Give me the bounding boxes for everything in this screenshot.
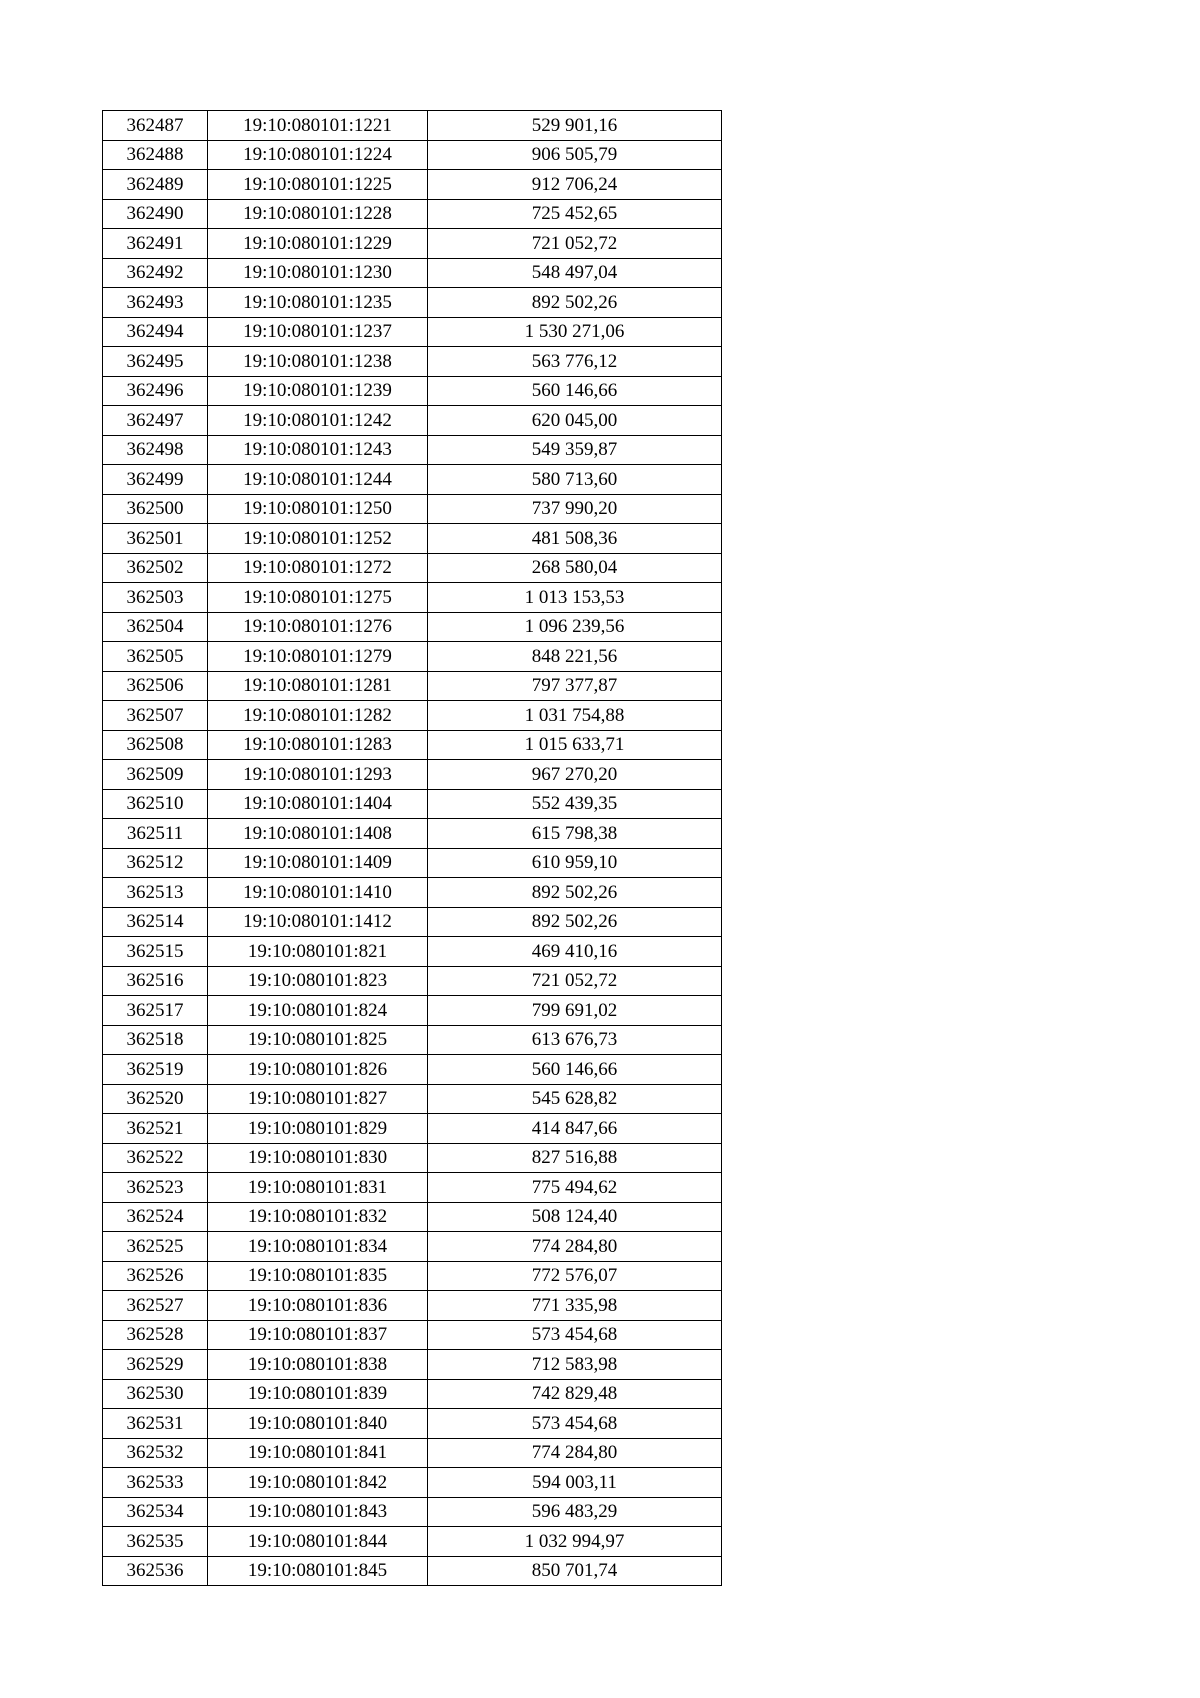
value-cell: 469 410,16 xyxy=(428,937,722,967)
cadastral-number-cell: 19:10:080101:1235 xyxy=(208,288,428,318)
value-cell: 850 701,74 xyxy=(428,1556,722,1586)
value-cell: 613 676,73 xyxy=(428,1025,722,1055)
value-cell: 610 959,10 xyxy=(428,848,722,878)
row-number-cell: 362504 xyxy=(103,612,208,642)
cadastral-number-cell: 19:10:080101:834 xyxy=(208,1232,428,1262)
cadastral-number-cell: 19:10:080101:838 xyxy=(208,1350,428,1380)
value-cell: 721 052,72 xyxy=(428,966,722,996)
row-number-cell: 362512 xyxy=(103,848,208,878)
cadastral-number-cell: 19:10:080101:1221 xyxy=(208,111,428,141)
cadastral-number-cell: 19:10:080101:1293 xyxy=(208,760,428,790)
row-number-cell: 362519 xyxy=(103,1055,208,1085)
cadastral-number-cell: 19:10:080101:1244 xyxy=(208,465,428,495)
table-row xyxy=(103,878,722,908)
cadastral-number-cell: 19:10:080101:842 xyxy=(208,1468,428,1498)
table-row xyxy=(103,553,722,583)
value-cell: 573 454,68 xyxy=(428,1409,722,1439)
table-row xyxy=(103,1468,722,1498)
cadastral-number-cell: 19:10:080101:1272 xyxy=(208,553,428,583)
table-row xyxy=(103,524,722,554)
cadastral-number-cell: 19:10:080101:1229 xyxy=(208,229,428,259)
value-cell: 529 901,16 xyxy=(428,111,722,141)
cadastral-number-cell: 19:10:080101:837 xyxy=(208,1320,428,1350)
row-number-cell: 362508 xyxy=(103,730,208,760)
cadastral-number-cell: 19:10:080101:835 xyxy=(208,1261,428,1291)
table-row xyxy=(103,111,722,141)
value-cell: 573 454,68 xyxy=(428,1320,722,1350)
cadastral-number-cell: 19:10:080101:830 xyxy=(208,1143,428,1173)
row-number-cell: 362505 xyxy=(103,642,208,672)
row-number-cell: 362487 xyxy=(103,111,208,141)
value-cell: 775 494,62 xyxy=(428,1173,722,1203)
table-row xyxy=(103,1232,722,1262)
cadastral-number-cell: 19:10:080101:1239 xyxy=(208,376,428,406)
row-number-cell: 362526 xyxy=(103,1261,208,1291)
cadastral-number-cell: 19:10:080101:1410 xyxy=(208,878,428,908)
table-row xyxy=(103,966,722,996)
table-row xyxy=(103,1438,722,1468)
value-cell: 414 847,66 xyxy=(428,1114,722,1144)
value-cell: 967 270,20 xyxy=(428,760,722,790)
table-row xyxy=(103,1055,722,1085)
value-cell: 549 359,87 xyxy=(428,435,722,465)
cadastral-number-cell: 19:10:080101:1275 xyxy=(208,583,428,613)
value-cell: 1 013 153,53 xyxy=(428,583,722,613)
table-row xyxy=(103,1379,722,1409)
row-number-cell: 362496 xyxy=(103,376,208,406)
row-number-cell: 362520 xyxy=(103,1084,208,1114)
row-number-cell: 362498 xyxy=(103,435,208,465)
table-row xyxy=(103,376,722,406)
table-row xyxy=(103,701,722,731)
row-number-cell: 362514 xyxy=(103,907,208,937)
cadastral-number-cell: 19:10:080101:1283 xyxy=(208,730,428,760)
table-row xyxy=(103,1114,722,1144)
value-cell: 1 032 994,97 xyxy=(428,1527,722,1557)
row-number-cell: 362511 xyxy=(103,819,208,849)
table-row xyxy=(103,1497,722,1527)
row-number-cell: 362515 xyxy=(103,937,208,967)
cadastral-number-cell: 19:10:080101:1279 xyxy=(208,642,428,672)
row-number-cell: 362506 xyxy=(103,671,208,701)
table-row xyxy=(103,996,722,1026)
table-row xyxy=(103,1350,722,1380)
cadastral-number-cell: 19:10:080101:1276 xyxy=(208,612,428,642)
table-row xyxy=(103,1025,722,1055)
cadastral-number-cell: 19:10:080101:832 xyxy=(208,1202,428,1232)
row-number-cell: 362492 xyxy=(103,258,208,288)
cadastral-number-cell: 19:10:080101:1282 xyxy=(208,701,428,731)
table-row xyxy=(103,1409,722,1439)
value-cell: 563 776,12 xyxy=(428,347,722,377)
cadastral-number-cell: 19:10:080101:1228 xyxy=(208,199,428,229)
table-row xyxy=(103,258,722,288)
table-row xyxy=(103,347,722,377)
cadastral-number-cell: 19:10:080101:1252 xyxy=(208,524,428,554)
row-number-cell: 362529 xyxy=(103,1350,208,1380)
cadastral-number-cell: 19:10:080101:829 xyxy=(208,1114,428,1144)
value-cell: 742 829,48 xyxy=(428,1379,722,1409)
value-cell: 1 096 239,56 xyxy=(428,612,722,642)
cadastral-number-cell: 19:10:080101:1412 xyxy=(208,907,428,937)
table-row xyxy=(103,494,722,524)
table-body xyxy=(103,111,722,1586)
table-row xyxy=(103,642,722,672)
table-row xyxy=(103,1291,722,1321)
table-row xyxy=(103,730,722,760)
table-row xyxy=(103,1143,722,1173)
row-number-cell: 362503 xyxy=(103,583,208,613)
cadastral-number-cell: 19:10:080101:825 xyxy=(208,1025,428,1055)
table-row xyxy=(103,229,722,259)
value-cell: 848 221,56 xyxy=(428,642,722,672)
cadastral-number-cell: 19:10:080101:824 xyxy=(208,996,428,1026)
cadastral-number-cell: 19:10:080101:821 xyxy=(208,937,428,967)
value-cell: 912 706,24 xyxy=(428,170,722,200)
row-number-cell: 362491 xyxy=(103,229,208,259)
value-cell: 774 284,80 xyxy=(428,1232,722,1262)
value-cell: 1 015 633,71 xyxy=(428,730,722,760)
value-cell: 892 502,26 xyxy=(428,907,722,937)
value-cell: 560 146,66 xyxy=(428,376,722,406)
row-number-cell: 362527 xyxy=(103,1291,208,1321)
row-number-cell: 362494 xyxy=(103,317,208,347)
row-number-cell: 362495 xyxy=(103,347,208,377)
row-number-cell: 362522 xyxy=(103,1143,208,1173)
table-row xyxy=(103,435,722,465)
cadastral-number-cell: 19:10:080101:1238 xyxy=(208,347,428,377)
row-number-cell: 362507 xyxy=(103,701,208,731)
table-row xyxy=(103,671,722,701)
table-row xyxy=(103,937,722,967)
cadastral-number-cell: 19:10:080101:839 xyxy=(208,1379,428,1409)
row-number-cell: 362510 xyxy=(103,789,208,819)
value-cell: 827 516,88 xyxy=(428,1143,722,1173)
cadastral-number-cell: 19:10:080101:1409 xyxy=(208,848,428,878)
table-row xyxy=(103,199,722,229)
row-number-cell: 362532 xyxy=(103,1438,208,1468)
cadastral-number-cell: 19:10:080101:1230 xyxy=(208,258,428,288)
value-cell: 774 284,80 xyxy=(428,1438,722,1468)
table-row xyxy=(103,1556,722,1586)
value-cell: 737 990,20 xyxy=(428,494,722,524)
row-number-cell: 362497 xyxy=(103,406,208,436)
cadastral-number-cell: 19:10:080101:831 xyxy=(208,1173,428,1203)
row-number-cell: 362501 xyxy=(103,524,208,554)
table-row xyxy=(103,465,722,495)
row-number-cell: 362493 xyxy=(103,288,208,318)
table-row xyxy=(103,288,722,318)
value-cell: 772 576,07 xyxy=(428,1261,722,1291)
row-number-cell: 362513 xyxy=(103,878,208,908)
row-number-cell: 362530 xyxy=(103,1379,208,1409)
cadastral-number-cell: 19:10:080101:1242 xyxy=(208,406,428,436)
value-cell: 552 439,35 xyxy=(428,789,722,819)
row-number-cell: 362524 xyxy=(103,1202,208,1232)
value-cell: 725 452,65 xyxy=(428,199,722,229)
value-cell: 797 377,87 xyxy=(428,671,722,701)
cadastral-number-cell: 19:10:080101:1404 xyxy=(208,789,428,819)
value-cell: 799 691,02 xyxy=(428,996,722,1026)
table-row xyxy=(103,789,722,819)
cadastral-number-cell: 19:10:080101:827 xyxy=(208,1084,428,1114)
cadastral-number-cell: 19:10:080101:841 xyxy=(208,1438,428,1468)
row-number-cell: 362500 xyxy=(103,494,208,524)
value-cell: 560 146,66 xyxy=(428,1055,722,1085)
table-row xyxy=(103,140,722,170)
value-cell: 615 798,38 xyxy=(428,819,722,849)
row-number-cell: 362533 xyxy=(103,1468,208,1498)
table-row xyxy=(103,848,722,878)
value-cell: 892 502,26 xyxy=(428,878,722,908)
row-number-cell: 362531 xyxy=(103,1409,208,1439)
value-cell: 771 335,98 xyxy=(428,1291,722,1321)
value-cell: 1 031 754,88 xyxy=(428,701,722,731)
cadastral-number-cell: 19:10:080101:840 xyxy=(208,1409,428,1439)
row-number-cell: 362523 xyxy=(103,1173,208,1203)
table-row xyxy=(103,1320,722,1350)
value-cell: 906 505,79 xyxy=(428,140,722,170)
row-number-cell: 362488 xyxy=(103,140,208,170)
table-row xyxy=(103,170,722,200)
table-row xyxy=(103,317,722,347)
cadastral-number-cell: 19:10:080101:1224 xyxy=(208,140,428,170)
value-cell: 1 530 271,06 xyxy=(428,317,722,347)
table-row xyxy=(103,819,722,849)
data-table xyxy=(102,110,722,1586)
row-number-cell: 362534 xyxy=(103,1497,208,1527)
value-cell: 712 583,98 xyxy=(428,1350,722,1380)
row-number-cell: 362528 xyxy=(103,1320,208,1350)
cadastral-number-cell: 19:10:080101:844 xyxy=(208,1527,428,1557)
table-row xyxy=(103,1261,722,1291)
value-cell: 721 052,72 xyxy=(428,229,722,259)
value-cell: 620 045,00 xyxy=(428,406,722,436)
table-row xyxy=(103,1084,722,1114)
cadastral-number-cell: 19:10:080101:823 xyxy=(208,966,428,996)
table-row xyxy=(103,406,722,436)
value-cell: 580 713,60 xyxy=(428,465,722,495)
cadastral-number-cell: 19:10:080101:826 xyxy=(208,1055,428,1085)
row-number-cell: 362499 xyxy=(103,465,208,495)
value-cell: 596 483,29 xyxy=(428,1497,722,1527)
row-number-cell: 362518 xyxy=(103,1025,208,1055)
row-number-cell: 362517 xyxy=(103,996,208,1026)
table-row xyxy=(103,907,722,937)
cadastral-number-cell: 19:10:080101:843 xyxy=(208,1497,428,1527)
table-row xyxy=(103,760,722,790)
value-cell: 545 628,82 xyxy=(428,1084,722,1114)
table-row xyxy=(103,1527,722,1557)
cadastral-number-cell: 19:10:080101:1408 xyxy=(208,819,428,849)
value-cell: 268 580,04 xyxy=(428,553,722,583)
table-row xyxy=(103,583,722,613)
row-number-cell: 362502 xyxy=(103,553,208,583)
row-number-cell: 362490 xyxy=(103,199,208,229)
cadastral-number-cell: 19:10:080101:1237 xyxy=(208,317,428,347)
cadastral-number-cell: 19:10:080101:836 xyxy=(208,1291,428,1321)
cadastral-number-cell: 19:10:080101:845 xyxy=(208,1556,428,1586)
row-number-cell: 362525 xyxy=(103,1232,208,1262)
row-number-cell: 362516 xyxy=(103,966,208,996)
row-number-cell: 362509 xyxy=(103,760,208,790)
cadastral-number-cell: 19:10:080101:1243 xyxy=(208,435,428,465)
value-cell: 892 502,26 xyxy=(428,288,722,318)
value-cell: 594 003,11 xyxy=(428,1468,722,1498)
table-row xyxy=(103,1202,722,1232)
row-number-cell: 362535 xyxy=(103,1527,208,1557)
cadastral-number-cell: 19:10:080101:1281 xyxy=(208,671,428,701)
row-number-cell: 362536 xyxy=(103,1556,208,1586)
cadastral-number-cell: 19:10:080101:1250 xyxy=(208,494,428,524)
value-cell: 481 508,36 xyxy=(428,524,722,554)
value-cell: 548 497,04 xyxy=(428,258,722,288)
table-row xyxy=(103,612,722,642)
row-number-cell: 362489 xyxy=(103,170,208,200)
value-cell: 508 124,40 xyxy=(428,1202,722,1232)
row-number-cell: 362521 xyxy=(103,1114,208,1144)
table-row xyxy=(103,1173,722,1203)
cadastral-number-cell: 19:10:080101:1225 xyxy=(208,170,428,200)
